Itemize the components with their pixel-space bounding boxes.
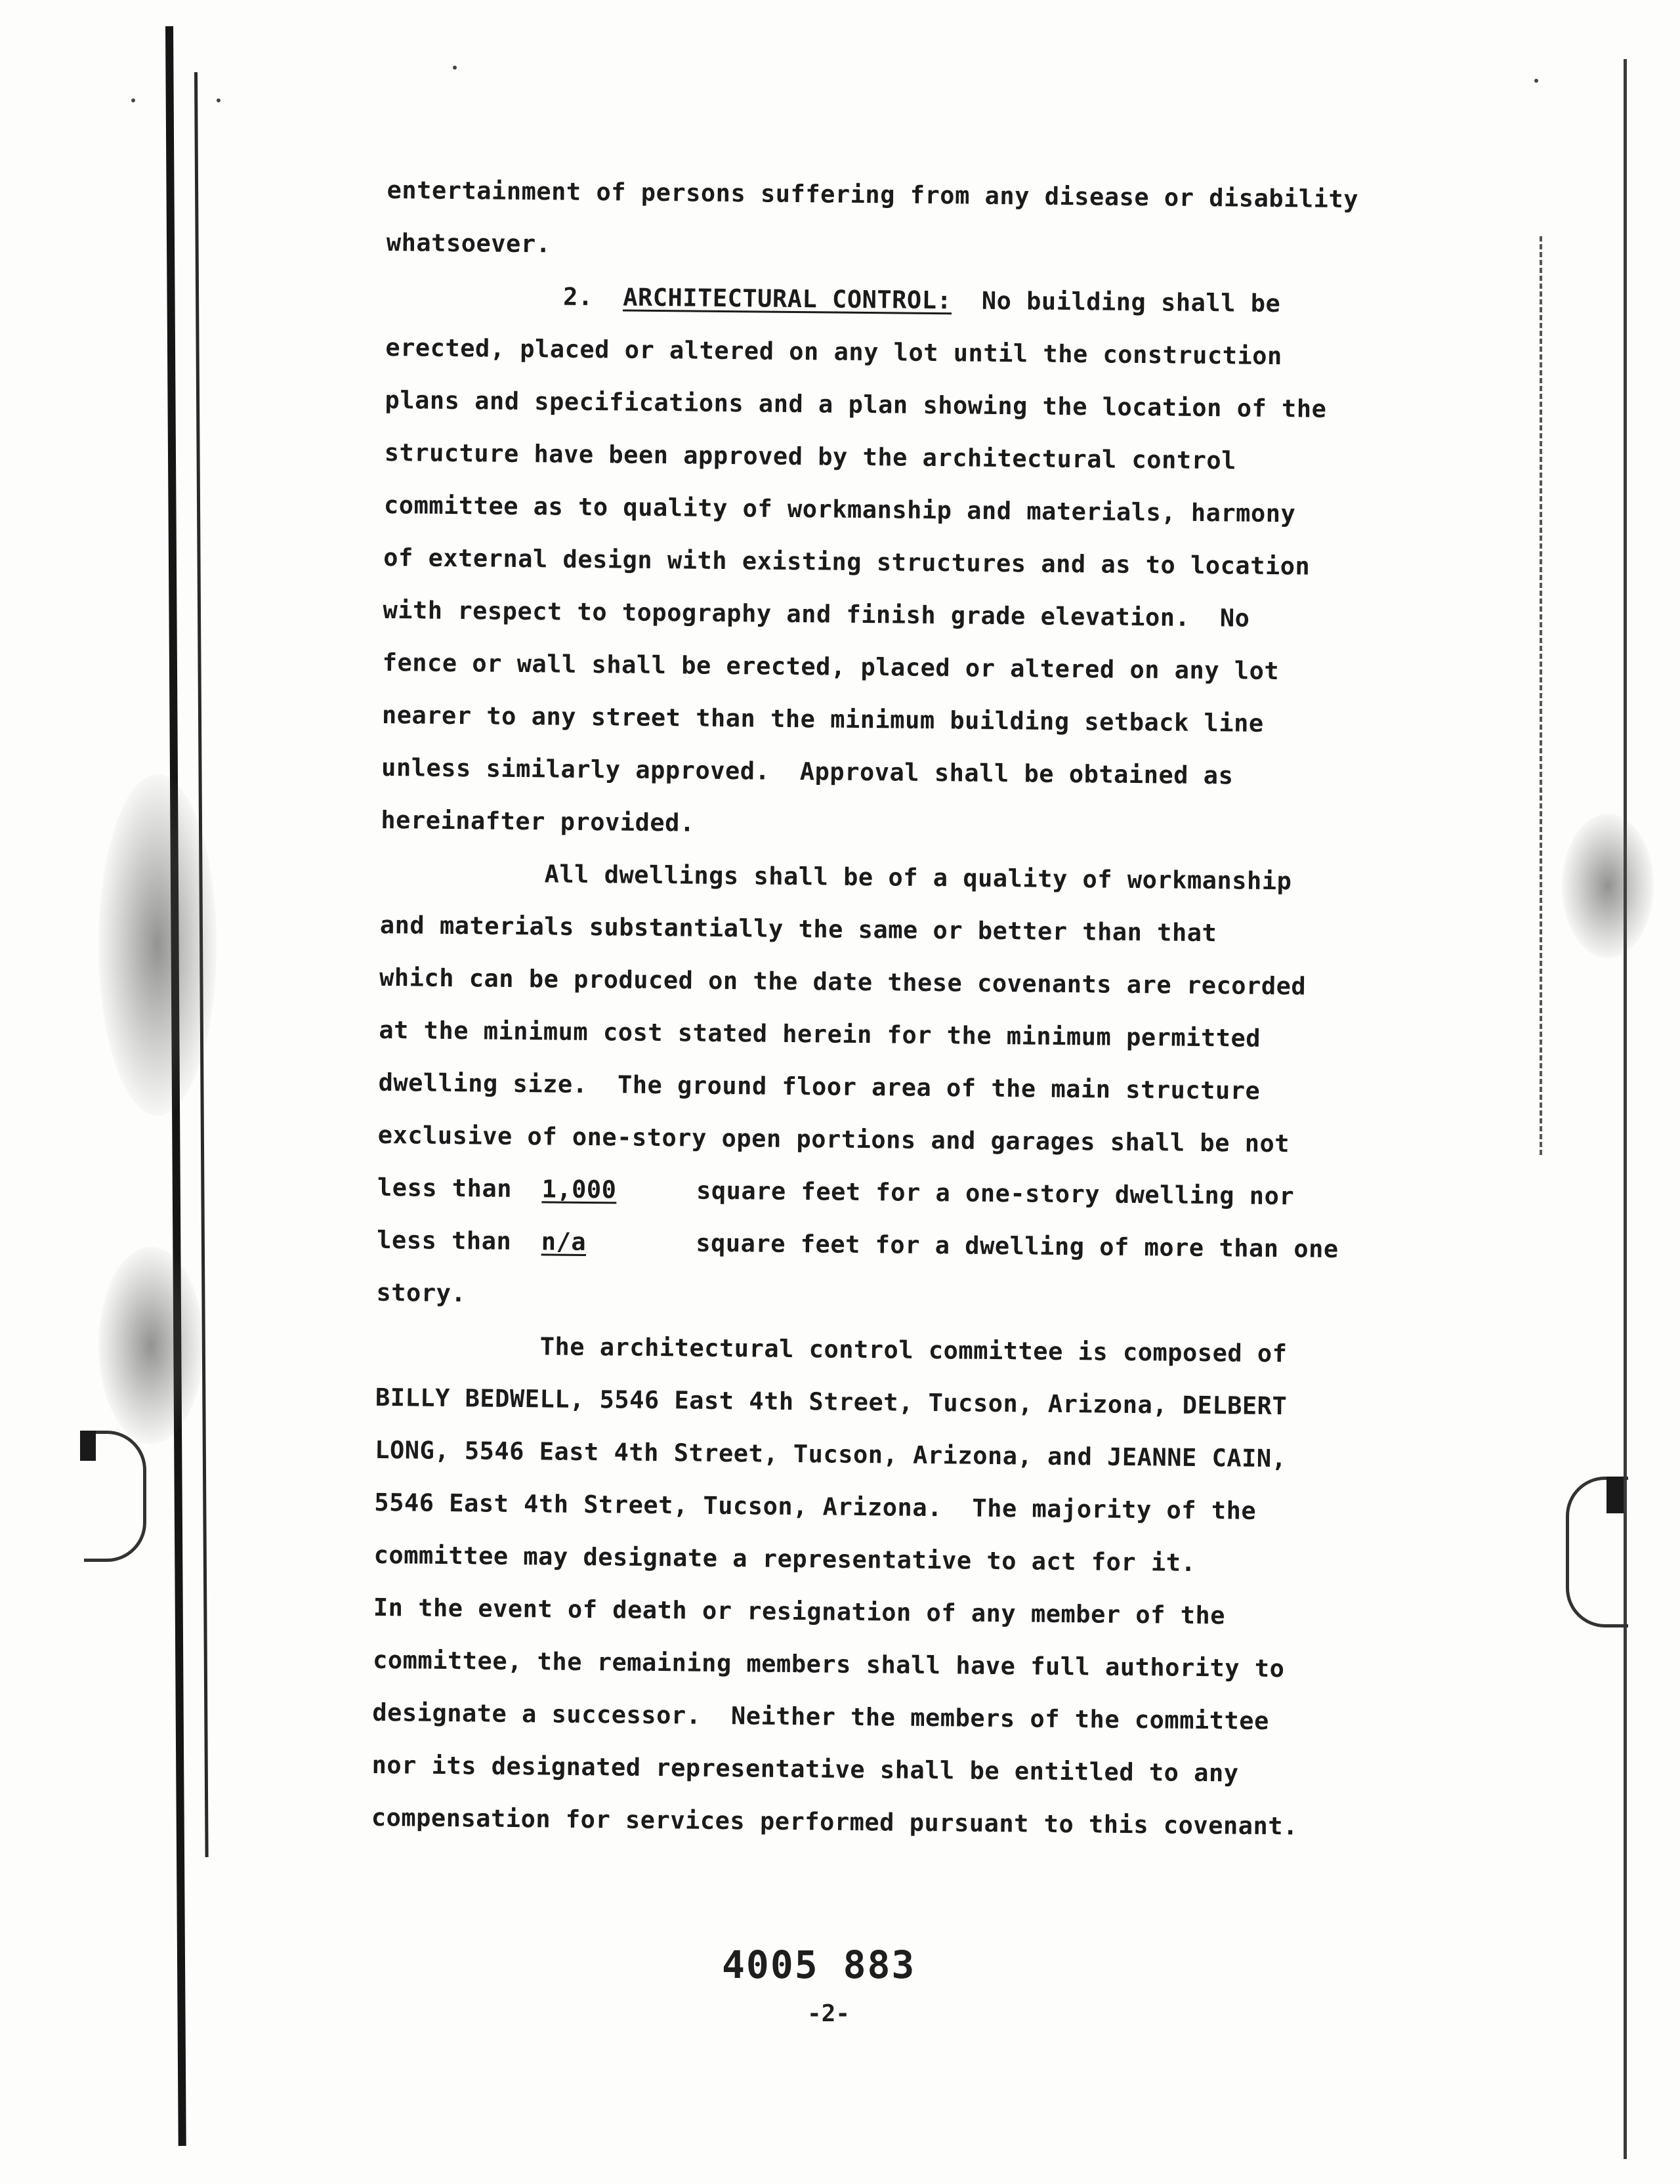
- text-line: which can be produced on the date these covenants are recorded: [379, 963, 1307, 1001]
- text-line: designate a successor. Neither the members of the committee: [372, 1698, 1270, 1736]
- filled-blank-square-feet: 1,000: [541, 1175, 617, 1204]
- text-line: compensation for services performed pursuant to this covenant.: [371, 1803, 1299, 1841]
- scan-smudge: [98, 774, 217, 1116]
- text-line: All dwellings shall be of a quality of workmanship: [544, 860, 1292, 896]
- text-line: committee may designate a representative to act for it.: [373, 1540, 1196, 1577]
- line-prefix: less than: [377, 1225, 512, 1255]
- scan-speck: [217, 98, 220, 102]
- text-line: erected, placed or altered on any lot until the construction: [385, 333, 1283, 371]
- document-body: [371, 164, 1469, 1855]
- text-line: In the event of death or resignation of any member of the: [373, 1593, 1226, 1630]
- text-line: BILLY BEDWELL, 5546 East 4th Street, Tucson, Arizona, DELBERT: [375, 1383, 1288, 1421]
- text-line: 5546 East 4th Street, Tucson, Arizona. The majority of the: [374, 1488, 1257, 1525]
- text-line: of external design with existing structures and as to location: [383, 543, 1311, 581]
- scan-speck: [1534, 79, 1538, 83]
- section-heading: ARCHITECTURAL CONTROL:: [622, 283, 952, 315]
- section-number: 2.: [562, 282, 593, 312]
- text-line: at the minimum cost stated herein for the minimum permitted: [379, 1015, 1261, 1053]
- scan-smudge: [1562, 814, 1654, 958]
- text-line: nor its designated representative shall be entitled to any: [371, 1750, 1239, 1788]
- line-suffix: square feet for a one-story dwelling nor: [696, 1176, 1295, 1211]
- text-line: exclusive of one-story open portions and garages shall be not: [377, 1120, 1290, 1158]
- scan-speck: [453, 66, 457, 70]
- text-line: whatsoever.: [386, 228, 551, 259]
- text-line: entertainment of persons suffering from any disease or disability: [387, 175, 1359, 214]
- text-line: dwelling size. The ground floor area of the main structure: [378, 1068, 1261, 1105]
- text-line: LONG, 5546 East 4th Street, Tucson, Arizona, and JEANNE CAIN,: [374, 1435, 1287, 1473]
- section-first-line-text: No building shall be: [981, 286, 1281, 318]
- text-line: nearer to any street than the minimum building setback line: [381, 700, 1264, 738]
- text-line: committee, the remaining members shall have full authority to: [372, 1645, 1285, 1683]
- text-line: committee as to quality of workmanship and materials, harmony: [383, 490, 1296, 528]
- book-page-stamp: 4005 883: [722, 1942, 916, 1987]
- filled-blank-square-feet: n/a: [541, 1227, 587, 1256]
- text-line: hereinafter provided.: [381, 805, 695, 837]
- text-line: story.: [376, 1278, 467, 1308]
- text-line: unless similarly approved. Approval shall be obtained as: [381, 753, 1234, 790]
- text-line: The architectural control committee is composed of: [539, 1332, 1288, 1368]
- scan-speck: [131, 98, 135, 102]
- minimum-area-line-multi-story: [377, 1214, 1460, 1277]
- text-line: with respect to topography and finish grade elevation. No: [383, 595, 1250, 633]
- text-line: plans and specifications and a plan showing the location of the: [385, 385, 1327, 423]
- line-suffix: square feet for a dwelling of more than one: [696, 1228, 1339, 1263]
- text-line: fence or wall shall be erected, placed or altered on any lot: [382, 648, 1280, 686]
- binder-dash-right: [1540, 236, 1542, 1155]
- line-prefix: less than: [377, 1173, 513, 1203]
- scan-smudge: [98, 1247, 203, 1444]
- text-line: structure have been approved by the architectural control: [384, 438, 1237, 475]
- page-number: -2-: [807, 2000, 850, 2027]
- binder-clip-tab-left: [80, 1431, 96, 1461]
- binder-clip-tab-right: [1606, 1477, 1624, 1513]
- text-line: and materials substantially the same or better than that: [379, 910, 1217, 948]
- binder-edge-line-right: [1624, 59, 1627, 2159]
